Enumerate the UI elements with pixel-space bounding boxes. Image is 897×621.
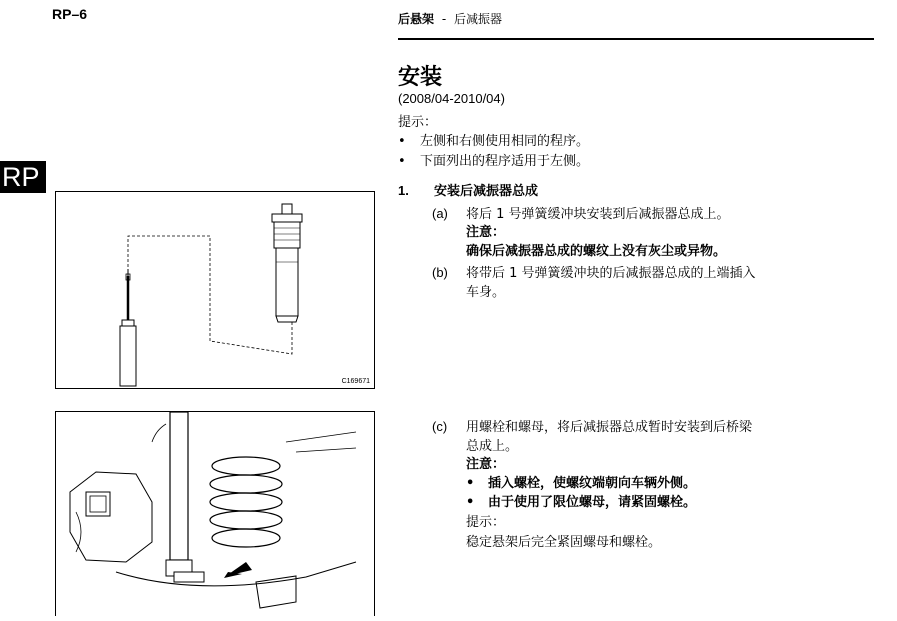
substep-text-cont: 车身。 [466, 285, 506, 300]
section-tab: RP [0, 161, 46, 193]
bullet-icon: • [398, 154, 406, 169]
header-rule [398, 38, 874, 40]
header-separator: - [441, 12, 447, 26]
hint-label: 提示： [466, 515, 506, 530]
header-subsection: 后减振器 [454, 12, 503, 26]
substep-letter: (a) [432, 206, 448, 221]
substep-text: 将带后 1 号弹簧缓冲块的后减振器总成的上端插入 [466, 266, 756, 281]
shock-absorber-illustration [56, 192, 374, 388]
header-section: 后悬架 [398, 12, 435, 26]
substep-b [432, 262, 756, 281]
notice-item: • 插入螺栓，使螺纹端朝向车辆外侧。 [466, 476, 697, 491]
substep-letter: (b) [432, 265, 448, 280]
substep-text: 用螺栓和螺母，将后减振器总成暂时安装到后桥梁 [466, 420, 753, 435]
notice-text: 确保后减振器总成的螺纹上没有灰尘或异物。 [466, 244, 727, 259]
notice-item: • 由于使用了限位螺母，请紧固螺栓。 [466, 495, 697, 510]
hint-item: • 左侧和右侧使用相同的程序。 [398, 134, 590, 149]
step-number: 1. [398, 183, 409, 198]
figure-rear-axle-install [55, 411, 375, 616]
figure-id: C169671 [341, 378, 370, 385]
date-range: (2008/04-2010/04) [398, 91, 505, 106]
substep-a [432, 203, 730, 222]
hint-item: • 下面列出的程序适用于左侧。 [398, 154, 590, 169]
rear-axle-illustration [56, 412, 374, 617]
step-title: 安装后减振器总成 [434, 184, 539, 199]
substep-text-cont: 总成上。 [466, 439, 519, 454]
figure-shock-absorber-install [55, 191, 375, 389]
bullet-icon: • [466, 495, 475, 510]
bullet-icon: • [466, 476, 475, 491]
section-title: 安装 [398, 65, 443, 90]
notice-label: 注意： [466, 457, 506, 472]
step-heading [398, 180, 538, 199]
header-title [398, 10, 502, 27]
bullet-icon: • [398, 134, 406, 149]
substep-c [432, 416, 752, 435]
notice-label: 注意： [466, 225, 506, 240]
substep-text: 将后 1 号弹簧缓冲块安装到后减振器总成上。 [466, 207, 730, 222]
substep-letter: (c) [432, 419, 448, 434]
hint-label: 提示： [398, 115, 438, 130]
page-code: RP–6 [52, 6, 88, 22]
hint-text: 稳定悬架后完全紧固螺母和螺栓。 [466, 535, 662, 550]
